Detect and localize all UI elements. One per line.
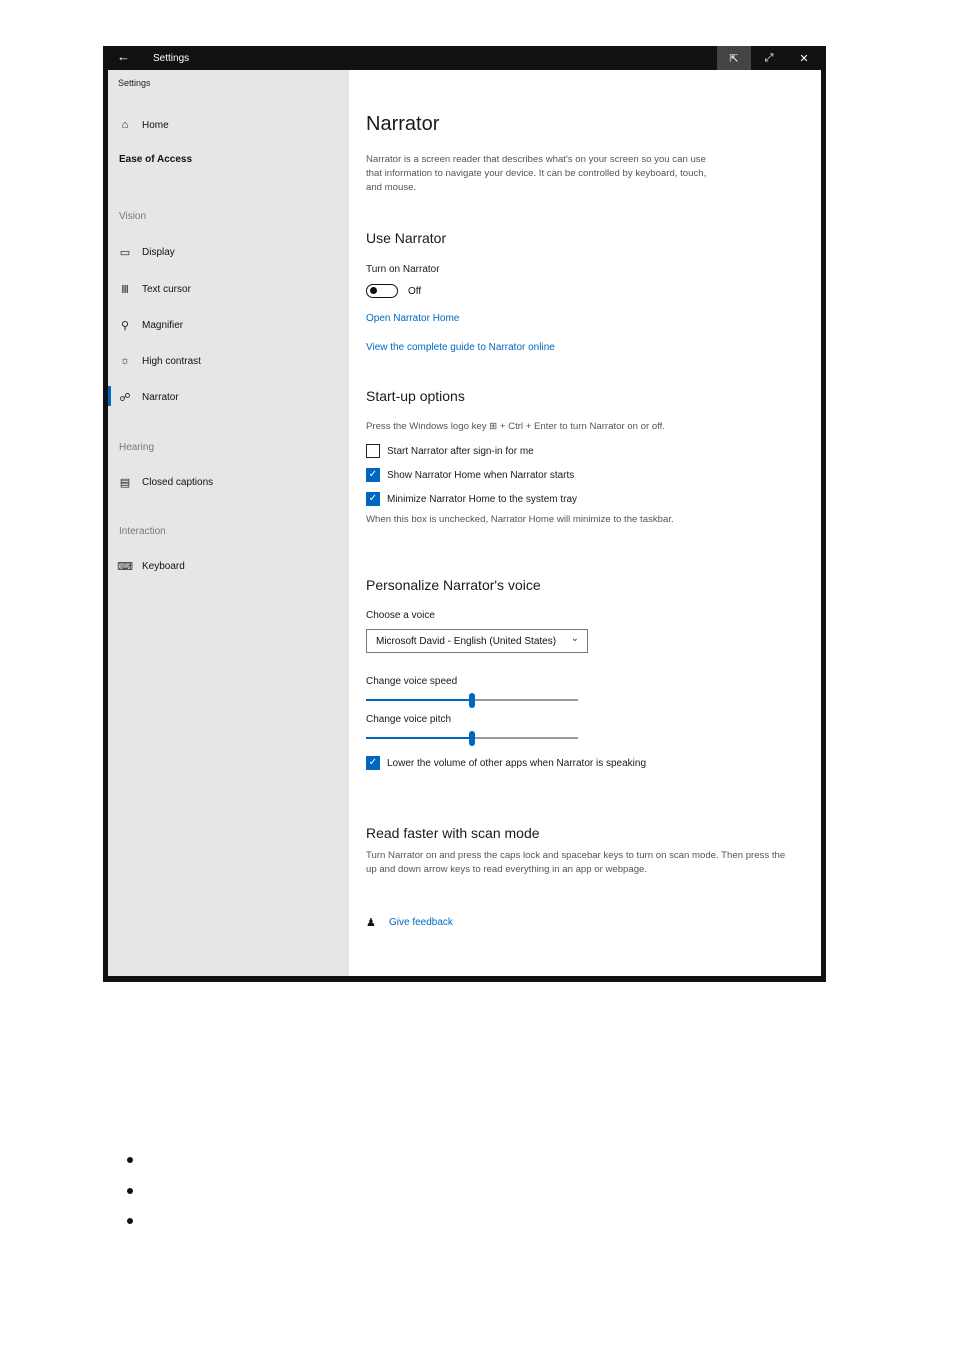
checkbox-label: Lower the volume of other apps when Narrator is speaking	[387, 757, 647, 769]
sidebar-item-keyboard[interactable]	[118, 560, 185, 573]
slider-track-filled	[366, 737, 472, 739]
voice-pitch-slider[interactable]	[366, 731, 578, 745]
content-pane	[349, 70, 821, 976]
scan-mode-heading: Read faster with scan mode	[366, 825, 540, 841]
chevron-down-icon: ⌄	[570, 633, 579, 644]
toggle-state: Off	[408, 286, 422, 297]
checkbox-checked[interactable]: ✓	[366, 492, 380, 506]
sidebar	[108, 70, 349, 976]
sidebar-item-display[interactable]	[118, 246, 175, 259]
feedback-icon: ♟	[366, 917, 376, 929]
checkbox-label: Minimize Narrator Home to the system tray	[387, 493, 578, 505]
pin-icon[interactable]: ⇱	[717, 46, 751, 70]
minimize-note: When this box is unchecked, Narrator Home will minimize to the taskbar.	[366, 514, 674, 525]
back-arrow-icon[interactable]: ←	[117, 49, 130, 64]
sidebar-item-label: Closed captions	[142, 477, 214, 488]
checkbox-row-start-after-signin[interactable]	[366, 444, 534, 458]
title-bar	[103, 46, 826, 70]
slider-thumb[interactable]	[469, 731, 475, 746]
sidebar-item-label: Narrator	[142, 392, 179, 403]
checkbox-row-lower-volume[interactable]	[366, 756, 646, 770]
sidebar-item-label: High contrast	[142, 355, 201, 367]
sidebar-item-high-contrast[interactable]	[118, 355, 201, 367]
checkbox-row-minimize-tray[interactable]	[366, 492, 577, 506]
text-cursor-icon: Ⅲ	[121, 284, 129, 296]
high-contrast-icon: ☼	[119, 355, 131, 367]
speed-label: Change voice speed	[366, 676, 458, 687]
sidebar-item-label: Display	[142, 247, 175, 258]
checkbox-label: Start Narrator after sign-in for me	[387, 445, 534, 457]
toggle-knob	[370, 287, 377, 294]
closed-captions-icon: ▤	[119, 477, 131, 489]
magnifier-icon: ⚲	[120, 320, 130, 332]
use-narrator-heading: Use Narrator	[366, 230, 447, 246]
checkbox-label: Show Narrator Home when Narrator starts	[387, 469, 575, 481]
sidebar-item-text-cursor[interactable]	[118, 283, 191, 296]
open-narrator-home-link[interactable]: Open Narrator Home	[366, 313, 460, 324]
voice-speed-slider[interactable]	[366, 693, 578, 707]
choose-voice-label: Choose a voice	[366, 610, 435, 621]
page-title: Narrator	[366, 113, 440, 135]
sidebar-item-home[interactable]	[118, 119, 169, 131]
intro-text: Narrator is a screen reader that describes what's on your screen so you can use that information to navigate your device. It can be controlled by keyboard, touch, and mouse.	[366, 154, 707, 193]
sidebar-item-label: Home	[142, 119, 169, 131]
sidebar-item-magnifier[interactable]	[118, 319, 183, 332]
scan-mode-text: Turn Narrator on and press the caps lock and spacebar keys to turn on scan mode. Then press the up and down arrow keys to read everything in an app or webpage.	[366, 850, 786, 875]
window-title: Settings	[153, 53, 190, 64]
give-feedback-link[interactable]	[366, 916, 453, 929]
voice-heading: Personalize Narrator's voice	[366, 577, 541, 593]
slider-track-empty	[472, 699, 578, 701]
toggle-label: Turn on Narrator	[366, 264, 440, 275]
sidebar-category: Ease of Access	[119, 154, 193, 165]
voice-select[interactable]	[366, 629, 588, 653]
selection-indicator	[108, 386, 111, 406]
checkbox-checked[interactable]: ✓	[366, 756, 380, 770]
voice-select-value: Microsoft David - English (United States)	[376, 635, 557, 647]
sidebar-app-label: Settings	[118, 78, 151, 88]
feedback-label: Give feedback	[389, 917, 453, 928]
home-icon: ⌂	[121, 119, 129, 131]
display-icon: ▭	[119, 247, 131, 259]
slider-thumb[interactable]	[469, 693, 475, 708]
sidebar-item-narrator[interactable]	[118, 391, 179, 404]
pitch-label: Change voice pitch	[366, 714, 452, 725]
narrator-icon: ☍	[119, 392, 131, 404]
sidebar-item-closed-captions[interactable]	[118, 476, 213, 489]
slider-track-empty	[472, 737, 578, 739]
startup-heading: Start-up options	[366, 388, 465, 404]
sidebar-heading-interaction: Interaction	[119, 526, 166, 537]
shortcut-text: Press the Windows logo key ⊞ + Ctrl + Enter to turn Narrator on or off.	[366, 421, 665, 432]
narrator-guide-link[interactable]: View the complete guide to Narrator online	[366, 342, 555, 353]
sidebar-item-label: Magnifier	[142, 320, 184, 331]
maximize-icon[interactable]: ⤢	[764, 51, 774, 64]
checkbox-checked[interactable]: ✓	[366, 468, 380, 482]
sidebar-heading-vision: Vision	[119, 211, 147, 222]
checkbox-row-show-home[interactable]	[366, 468, 574, 482]
window-client	[108, 70, 821, 976]
keyboard-icon: ⌨	[117, 561, 133, 573]
close-icon[interactable]: ✕	[799, 52, 809, 65]
slider-track-filled	[366, 699, 472, 701]
checkbox-unchecked[interactable]	[366, 444, 380, 458]
settings-window	[103, 46, 826, 982]
sidebar-item-label: Keyboard	[142, 561, 185, 572]
sidebar-item-label: Text cursor	[142, 284, 191, 295]
sidebar-heading-hearing: Hearing	[119, 442, 155, 453]
narrator-toggle[interactable]	[366, 284, 398, 298]
